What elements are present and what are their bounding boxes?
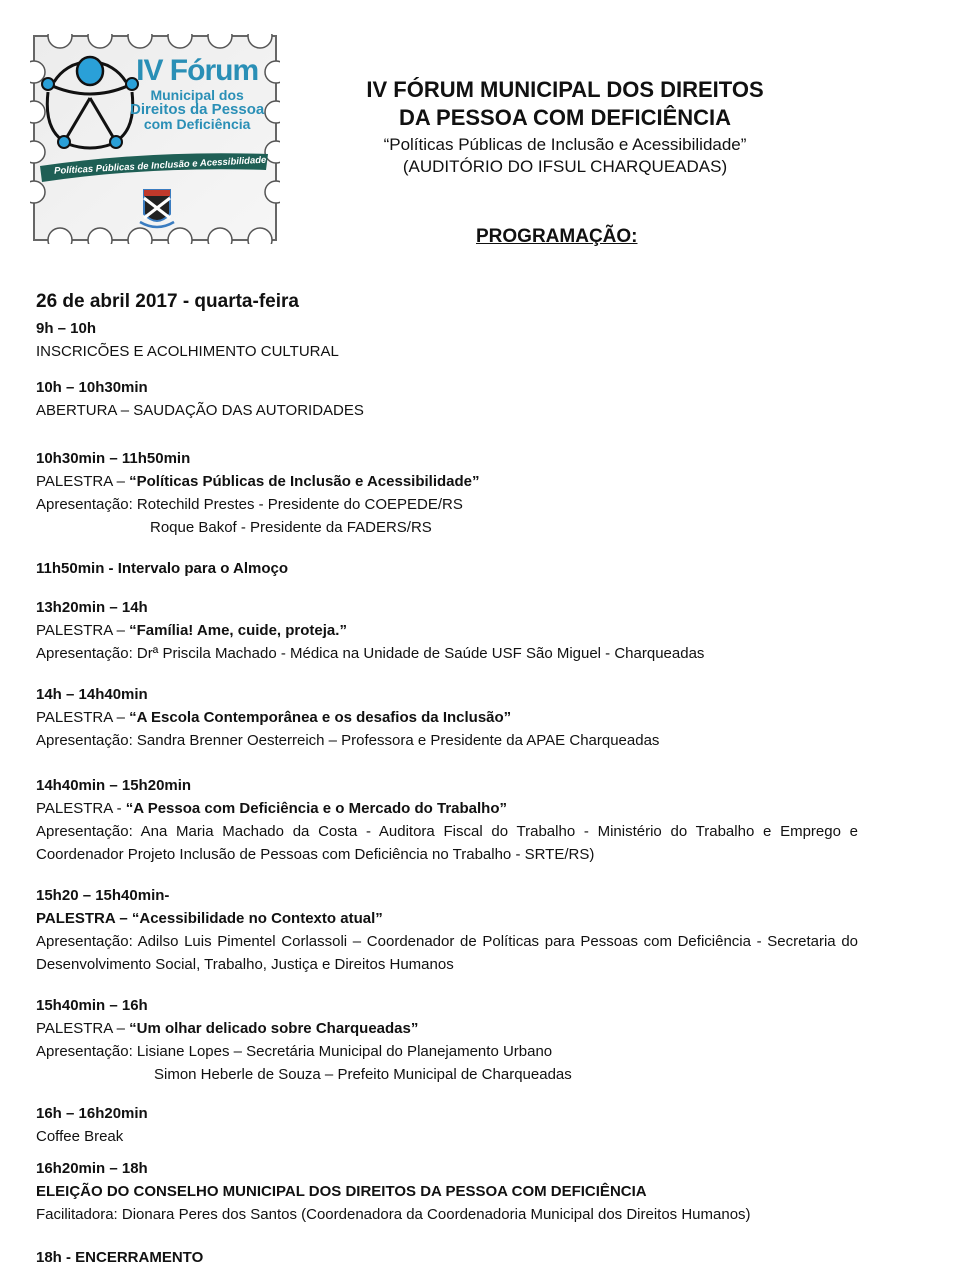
item-time: 16h – 16h20min: [36, 1105, 148, 1122]
schedule-item: [36, 884, 858, 976]
item-time: 10h30min – 11h50min: [36, 450, 191, 467]
schedule-item: [36, 376, 858, 422]
item-presenter-2: Roque Bakof - Presidente da FADERS/RS: [150, 519, 432, 536]
item-presenter: Apresentação: Rotechild Prestes - Presidente do COEPEDE/RS: [36, 496, 463, 513]
item-time: 15h40min – 16h: [36, 997, 148, 1014]
item-presenter: Apresentação: Adilso Luis Pimentel Corlassoli – Coordenador de Políticas para Pessoas com Deficiência - Secretaria do Desenvolvimento Social, Trabalho, Justiça e Direitos Humanos: [36, 933, 858, 973]
item-description: Coffee Break: [36, 1128, 124, 1145]
forum-logo: [30, 32, 280, 244]
schedule-item: [36, 683, 858, 752]
item-talk: [36, 1017, 858, 1040]
talk-title: “A Pessoa com Deficiência e o Mercado do Trabalho”: [125, 800, 507, 817]
item-presenter: Apresentação: Sandra Brenner Oesterreich – Professora e Presidente da APAE Charqueadas: [36, 732, 660, 749]
talk-prefix: PALESTRA –: [36, 1020, 130, 1037]
title-line-2: DA PESSOA COM DEFICIÊNCIA: [398, 105, 732, 130]
item-time: 14h40min – 15h20min: [36, 777, 192, 794]
item-time: 11h50min - Intervalo para o Almoço: [36, 560, 289, 577]
talk-title: “Políticas Públicas de Inclusão e Acessibilidade”: [129, 473, 480, 490]
talk-prefix: PALESTRA -: [36, 800, 126, 817]
item-description: ELEIÇÃO DO CONSELHO MUNICIPAL DOS DIREITOS DA PESSOA COM DEFICIÊNCIA: [36, 1183, 647, 1200]
talk-prefix: PALESTRA –: [36, 709, 130, 726]
talk-prefix: PALESTRA –: [36, 622, 130, 639]
item-presenter: Apresentação: Drª Priscila Machado - Médica na Unidade de Saúde USF São Miguel - Charqueadas: [36, 645, 705, 662]
talk-title: “A Escola Contemporânea e os desafios da Inclusão”: [129, 709, 512, 726]
item-time: 9h – 10h: [36, 320, 97, 337]
item-talk: [36, 706, 858, 729]
title-line-1: IV FÓRUM MUNICIPAL DOS DIREITOS: [366, 77, 764, 102]
talk-prefix: PALESTRA –: [36, 910, 132, 927]
talk-title: “Um olhar delicado sobre Charqueadas”: [129, 1020, 419, 1037]
item-description: INSCRICÕES E ACOLHIMENTO CULTURAL: [36, 343, 339, 360]
item-time: 10h – 10h30min: [36, 379, 148, 396]
item-presenter: Apresentação: Lisiane Lopes – Secretária Municipal do Planejamento Urbano: [36, 1043, 553, 1060]
logo-line-3: Direitos da Pessoa: [130, 101, 265, 118]
programacao-heading: PROGRAMAÇÃO:: [476, 226, 638, 247]
item-talk: [36, 907, 858, 930]
talk-prefix: PALESTRA –: [36, 473, 130, 490]
schedule-item: [36, 557, 858, 580]
item-time: 13h20min – 14h: [36, 599, 148, 616]
logo-title: [130, 56, 264, 131]
logo-line-4: com Deficiência: [143, 116, 251, 132]
document-header: [340, 76, 790, 178]
venue: (AUDITÓRIO DO IFSUL CHARQUEADAS): [402, 157, 728, 176]
schedule-item: [36, 1157, 858, 1226]
item-time: 15h20 – 15h40min-: [36, 887, 170, 904]
schedule-item: [36, 1246, 858, 1269]
item-talk: [36, 619, 858, 642]
schedule-item: [36, 994, 858, 1086]
talk-title: “Família! Ame, cuide, proteja.”: [129, 622, 347, 639]
talk-title: “Acessibilidade no Contexto atual”: [131, 910, 383, 927]
logo-ribbon-text: Políticas Públicas de Inclusão e Acessibilidade: [53, 154, 267, 177]
item-time: 16h20min – 18h: [36, 1160, 148, 1177]
schedule: [36, 289, 858, 1269]
schedule-item: [36, 1102, 858, 1148]
item-presenter: Facilitadora: Dionara Peres dos Santos (Coordenadora da Coordenadoria Municipal dos Direitos Humanos): [36, 1206, 751, 1223]
item-presenter-2: Simon Heberle de Souza – Prefeito Municipal de Charqueadas: [154, 1066, 572, 1083]
schedule-item: [36, 317, 858, 363]
logo-line-2: Municipal dos: [150, 87, 244, 103]
item-time: 14h – 14h40min: [36, 686, 148, 703]
schedule-item: [36, 596, 858, 665]
item-description: ABERTURA – SAUDAÇÃO DAS AUTORIDADES: [36, 402, 364, 419]
schedule-item: [36, 447, 858, 539]
item-talk: [36, 797, 858, 820]
logo-line-1: IV Fórum: [136, 54, 259, 87]
schedule-date: 26 de abril 2017 - quarta-feira: [36, 291, 299, 312]
schedule-item: [36, 774, 858, 866]
item-time: 18h - ENCERRAMENTO: [36, 1249, 204, 1266]
subtitle: “Políticas Públicas de Inclusão e Acessibilidade”: [383, 135, 747, 154]
item-talk: [36, 470, 858, 493]
item-presenter: Apresentação: Ana Maria Machado da Costa - Auditora Fiscal do Trabalho - Ministério do Trabalho e Emprego e Coordenador Projeto Inclusão de Pessoas com Deficiência no Trabalho - SRTE/RS): [36, 823, 858, 863]
